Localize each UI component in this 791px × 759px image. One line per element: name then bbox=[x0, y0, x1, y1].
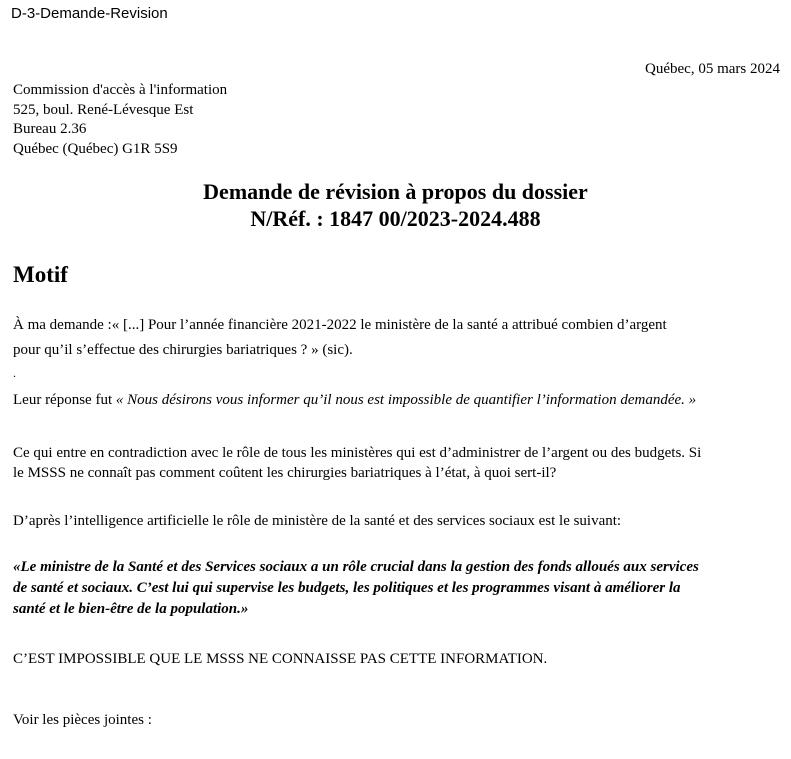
title-line-2: N/Réf. : 1847 00/2023-2024.488 bbox=[250, 206, 541, 231]
request-paragraph bbox=[13, 313, 667, 363]
request-line-1: À ma demande :« [...] Pour l’année financière 2021-2022 le ministère de la santé a attribué combien d’argent bbox=[13, 317, 667, 333]
section-heading: Motif bbox=[13, 262, 68, 287]
address-line: Commission d'accès à l'information bbox=[13, 82, 228, 98]
ai-quote-line-3: santé et le bien-être de la population.» bbox=[13, 601, 249, 617]
stray-dot: . bbox=[13, 366, 16, 380]
address-line: Québec (Québec) G1R 5S9 bbox=[13, 140, 178, 157]
response-quote: « Nous désirons vous informer qu’il nous est impossible de quantifier l’information demandée. » bbox=[115, 392, 697, 408]
contradiction-line-1: Ce qui entre en contradiction avec le rôle de tous les ministères qui est d’administrer de l’argent ou des budgets. Si bbox=[13, 445, 702, 461]
recipient-address bbox=[13, 81, 227, 159]
response-prefix: Leur réponse fut bbox=[13, 392, 116, 408]
document-tab-label: D-3-Demande-Revision bbox=[11, 5, 168, 22]
letter-date: Québec, 05 mars 2024 bbox=[645, 61, 780, 77]
ai-quote-paragraph bbox=[13, 557, 699, 620]
ai-quote-line-1: «Le ministre de la Santé et des Services sociaux a un rôle crucial dans la gestion des fonds alloués aux services bbox=[13, 559, 699, 575]
request-line-2: pour qu’il s’effectue des chirurgies bariatriques ? » (sic). bbox=[13, 342, 353, 358]
title-line-1: Demande de révision à propos du dossier bbox=[203, 179, 588, 204]
conclusion-paragraph: C’EST IMPOSSIBLE QUE LE MSSS NE CONNAISSE PAS CETTE INFORMATION. bbox=[13, 651, 548, 667]
letter-title bbox=[0, 178, 791, 232]
ai-quote-line-2: de santé et sociaux. C’est lui qui supervise les budgets, les politiques et les programmes visant à améliorer la bbox=[13, 580, 681, 596]
address-line: Bureau 2.36 bbox=[13, 121, 87, 137]
address-line: 525, boul. René-Lévesque Est bbox=[13, 101, 194, 118]
contradiction-line-2: le MSSS ne connaît pas comment coûtent les chirurgies bariatriques à l’état, à quoi sert-il? bbox=[13, 465, 557, 481]
contradiction-paragraph bbox=[13, 443, 701, 483]
response-paragraph bbox=[13, 388, 696, 413]
attachments-line: Voir les pièces jointes : bbox=[13, 712, 152, 728]
ai-intro-paragraph: D’après l’intelligence artificielle le rôle de ministère de la santé et des services sociaux est le suivant: bbox=[13, 513, 622, 529]
